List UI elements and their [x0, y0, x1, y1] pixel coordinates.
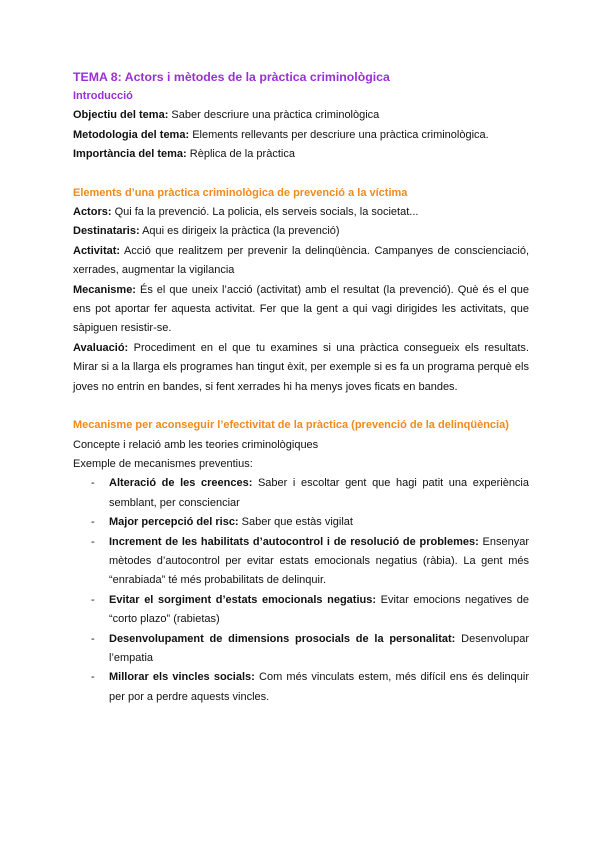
element-recipients — [73, 222, 529, 241]
intro-heading: Introducció — [73, 90, 133, 102]
document-title: TEMA 8: Actors i mètodes de la pràctica criminològica — [73, 70, 390, 84]
spacer — [73, 165, 529, 184]
mechanism-heading: Mecanisme per aconseguir l’efectivitat de la pràctica (prevenció de la delinqüència) — [73, 419, 509, 432]
list-item — [73, 668, 529, 707]
list-item-text: Ensenyar mètodes d’autocontrol per evitar estats emocionals negatius (ràbia). La gent més “enrabiada” té més probabilitats de delinquir. — [109, 535, 529, 587]
mechanism-examples-intro: Exemple de mecanismes preventius: — [73, 457, 253, 470]
element-actors-text: Qui fa la prevenció. La policia, els serveis socials, la societat... — [114, 206, 419, 219]
element-evaluation — [73, 339, 529, 397]
list-item-text: Com més vinculats estem, més difícil ens és delinquir per por a perdre aquests vincles. — [109, 671, 530, 703]
element-mechanism — [73, 281, 529, 339]
intro-objective-label: Objectiu del tema: — [73, 109, 169, 122]
list-item — [73, 474, 529, 513]
element-activity-label: Activitat: — [73, 244, 121, 257]
element-evaluation-text: Procediment en el que tu examines si una pràctica consegueix els resultats. Mirar si a la llarga els programes han tingut èxit, per exemple si es fa un programa perquè els joves no entrin en bandes, si fent xerrades hi ha menys joves ficats en bandes. — [73, 341, 529, 393]
intro-importance — [73, 145, 529, 164]
list-item-label: Major percepció del risc: — [109, 516, 239, 529]
intro-importance-label: Importància del tema: — [73, 148, 187, 161]
intro-methodology — [73, 126, 529, 145]
list-item-text: Desenvolupar l’empatia — [109, 632, 530, 664]
bullet-dash: - — [91, 593, 95, 606]
spacer — [73, 397, 529, 416]
element-activity — [73, 242, 529, 281]
element-recipients-text: Aqui es dirigeix la pràctica (la prevenció) — [142, 225, 340, 238]
list-item-label: Evitar el sorgiment d’estats emocionals negatius: — [109, 593, 376, 606]
bullet-dash: - — [91, 535, 95, 548]
list-item — [73, 591, 529, 630]
elements-heading: Elements d’una pràctica criminològica de prevenció a la víctima — [73, 186, 408, 199]
mechanism-list — [73, 474, 529, 707]
list-item-label: Increment de les habilitats d’autocontrol i de resolució de problemes: — [109, 535, 479, 548]
list-item-label: Desenvolupament de dimensions prosocials de la personalitat: — [109, 632, 456, 645]
bullet-dash: - — [91, 516, 95, 529]
intro-objective — [73, 106, 529, 125]
list-item-text: Saber i escoltar gent que hagi patit una experiència semblant, per conscienciar — [109, 477, 529, 509]
bullet-dash: - — [91, 632, 95, 645]
list-item-label: Millorar els vincles socials: — [109, 671, 255, 684]
bullet-dash: - — [91, 671, 95, 684]
element-activity-text: Acció que realitzem per prevenir la delinqüència. Campanyes de conscienciació, xerrades, augmentar la vigilancia — [73, 244, 529, 277]
element-recipients-label: Destinataris: — [73, 225, 140, 238]
mechanism-concept: Concepte i relació amb les teories criminològiques — [73, 438, 319, 451]
element-actors — [73, 203, 529, 222]
list-item-text: Evitar emocions negatives de “corto plazo” (rabietas) — [109, 593, 529, 626]
list-item-text: Saber que estàs vigilat — [241, 516, 353, 529]
list-item — [73, 513, 529, 532]
intro-objective-text: Saber descriure una pràctica criminològica — [171, 109, 380, 122]
document-page — [73, 68, 529, 707]
element-evaluation-label: Avaluació: — [73, 341, 129, 354]
intro-methodology-label: Metodologia del tema: — [73, 128, 190, 141]
intro-importance-text: Rèplica de la pràctica — [189, 148, 295, 161]
intro-methodology-text: Elements rellevants per descriure una pràctica criminològica. — [192, 128, 489, 141]
list-item-label: Alteració de les creences: — [109, 477, 253, 490]
element-mechanism-text: És el que uneix l’acció (activitat) amb el resultat (la prevenció). Què és el que ens pot aportar fer aquesta activitat. Fer que la gent a qui vagi dirigides les activitats, que sàpiguen resistir-se. — [73, 283, 530, 335]
list-item — [73, 630, 529, 669]
element-actors-label: Actors: — [73, 206, 112, 219]
list-item — [73, 533, 529, 591]
bullet-dash: - — [91, 477, 95, 490]
element-mechanism-label: Mecanisme: — [73, 283, 136, 296]
